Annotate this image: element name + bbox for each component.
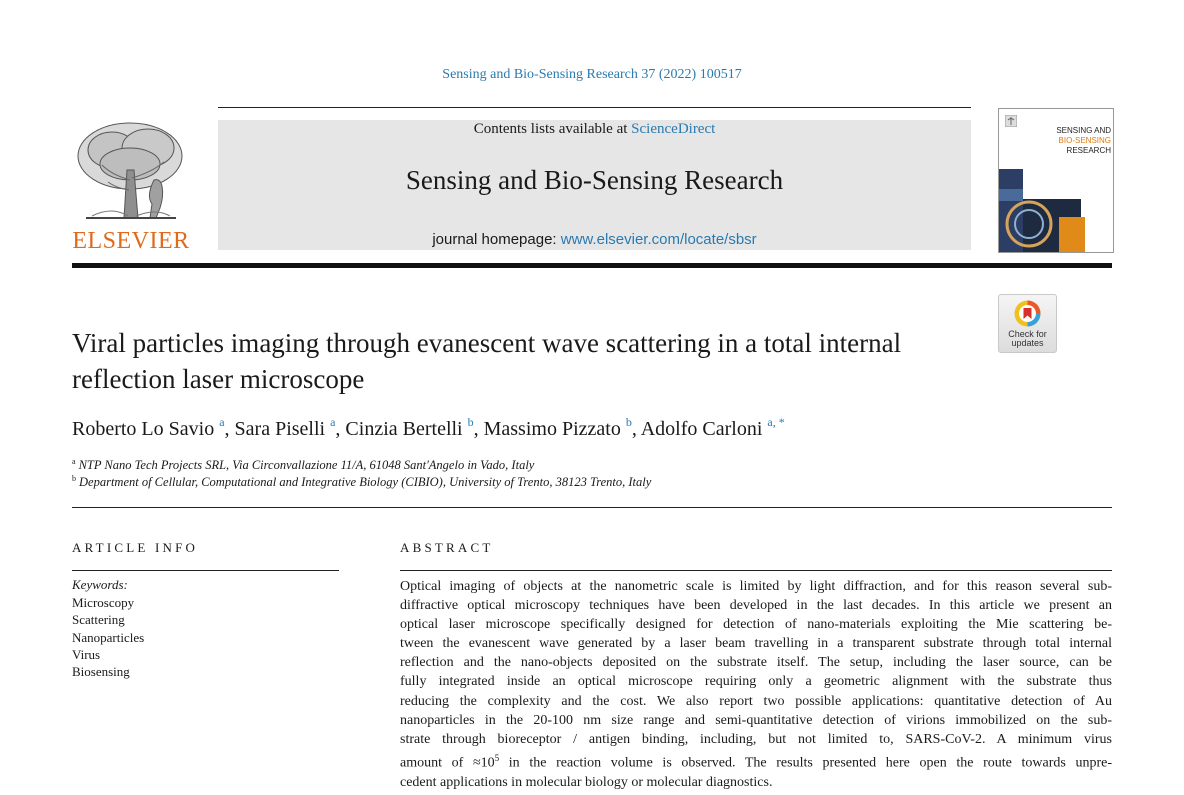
author-affiliation-mark[interactable]: b — [625, 415, 632, 429]
affiliation-mark: a — [72, 457, 76, 466]
keyword-item: Nanoparticles — [72, 629, 145, 645]
journal-homepage-link[interactable]: www.elsevier.com/locate/sbsr — [560, 231, 757, 248]
abstract-line-prefix: amount of ≈10 — [400, 755, 495, 771]
author-list: Roberto Lo Savio $^a$, Sara Piselli $^a$, Cinzia Bertelli $^b$, Massimo Pizzato $^b$, Adolfo Carloni $^{a, *}$ — [72, 415, 785, 440]
author-affiliation-mark[interactable]: b — [467, 415, 474, 429]
abstract-line — [400, 749, 1112, 773]
sciencedirect-link[interactable]: ScienceDirect — [631, 121, 716, 137]
journal-homepage-line — [218, 231, 971, 248]
check-updates-icon — [1013, 299, 1042, 328]
header-rule — [218, 107, 971, 108]
affiliation-b — [72, 474, 651, 490]
affiliation-text: NTP Nano Tech Projects SRL, Via Circonvallazione 11/A, 61048 Sant'Angelo in Vado, Italy — [78, 458, 535, 472]
contents-prefix: Contents lists available at — [473, 121, 632, 137]
check-updates-line1: Check for — [1008, 329, 1047, 339]
author-name[interactable]: Adolfo Carloni — [640, 418, 763, 440]
author-name[interactable]: Cinzia Bertelli — [345, 418, 463, 440]
author-name[interactable]: Roberto Lo Savio — [72, 418, 215, 440]
header-thick-rule — [72, 263, 1112, 268]
abstract-line-suffix: in the reaction volume is observed. The results presented here open the route towards unpre- — [499, 755, 1113, 771]
keyword-item: Biosensing — [72, 664, 130, 680]
section-rule — [72, 507, 1112, 508]
abstract-line: tween the evanescent wave generated by a laser beam travelling in a transparent substrate through total internal — [400, 636, 1112, 652]
check-updates-line2: updates — [1011, 338, 1044, 348]
affiliation-text: Department of Cellular, Computational and Integrative Biology (CIBIO), University of Trento, 38123 Trento, Italy — [79, 475, 652, 489]
author-name[interactable]: Massimo Pizzato — [483, 418, 621, 440]
cover-title-line3: RESEARCH — [1066, 146, 1111, 155]
abstract-rule — [400, 570, 1112, 571]
abstract-line: fully integrated inside an optical microscope requiring only a geometric alignment with the substrate thus — [400, 674, 1112, 690]
cover-elsevier-mini-logo-icon — [1005, 115, 1017, 127]
abstract-line: reducing the complexity and the cost. We also report two possible applications: quantitative detection of Au — [400, 693, 1112, 709]
abstract-exponent: 5 — [494, 752, 500, 763]
contents-line — [218, 121, 971, 138]
cover-title-line2: BIO-SENSING — [1058, 136, 1111, 145]
journal-title: Sensing and Bio-Sensing Research — [405, 165, 784, 195]
affiliation-mark: b — [72, 474, 76, 483]
keyword-item: Scattering — [72, 612, 125, 628]
abstract-line: reflection and the nano-objects deposited on the substrate itself. The setup, including the laser source, can be — [400, 655, 1112, 671]
author-affiliation-mark[interactable]: a, * — [767, 415, 785, 429]
check-for-updates-button[interactable] — [998, 294, 1057, 353]
abstract-heading: ABSTRACT — [400, 540, 494, 555]
keyword-item: Virus — [72, 646, 101, 662]
keyword-list — [72, 594, 144, 680]
affiliation-a — [72, 457, 534, 473]
abstract-line: optical laser microscope specifically designed for detection of nano-materials exploiting the Mie scattering be- — [400, 617, 1112, 633]
abstract-text — [400, 577, 1112, 792]
article-info-rule — [72, 570, 339, 571]
elsevier-logo-text: ELSEVIER — [72, 228, 190, 254]
keywords-label: Keywords: — [72, 577, 128, 592]
article-title: Viral particles imaging through evanescent wave scattering in a total internal reflection laser microscope — [72, 328, 902, 394]
author-affiliation-mark[interactable]: a — [330, 415, 336, 429]
abstract-line: diffractive optical microscopy techniques have been developed in the last decades. In this article we present an — [400, 598, 1112, 614]
check-updates-label — [999, 330, 1056, 348]
journal-cover-image[interactable] — [998, 108, 1114, 253]
journal-reference-link[interactable]: Sensing and Bio-Sensing Research 37 (2022) 100517 — [442, 67, 742, 82]
abstract-line: cedent applications in molecular biology or molecular diagnostics. — [400, 774, 773, 790]
abstract-line: Optical imaging of objects at the nanometric scale is limited by light diffraction, and for this reason several sub- — [400, 579, 1112, 594]
author-name[interactable]: Sara Piselli — [234, 418, 326, 440]
homepage-prefix: journal homepage: — [432, 231, 561, 248]
author-affiliation-mark[interactable]: a — [219, 415, 225, 429]
abstract-line: nanoparticles in the 20-100 nm size range and semi-quantitative detection of virions immobilized on the sub- — [400, 712, 1112, 728]
cover-artwork — [999, 169, 1113, 252]
keyword-item: Microscopy — [72, 595, 135, 610]
abstract-line: strate through bioreceptor / antigen binding, including, but not limited to, SARS-CoV-2. A minimum virus — [400, 731, 1112, 747]
cover-title-line1: SENSING AND — [1056, 126, 1111, 135]
cover-title — [1021, 126, 1111, 156]
article-info-heading: ARTICLE INFO — [72, 540, 199, 555]
